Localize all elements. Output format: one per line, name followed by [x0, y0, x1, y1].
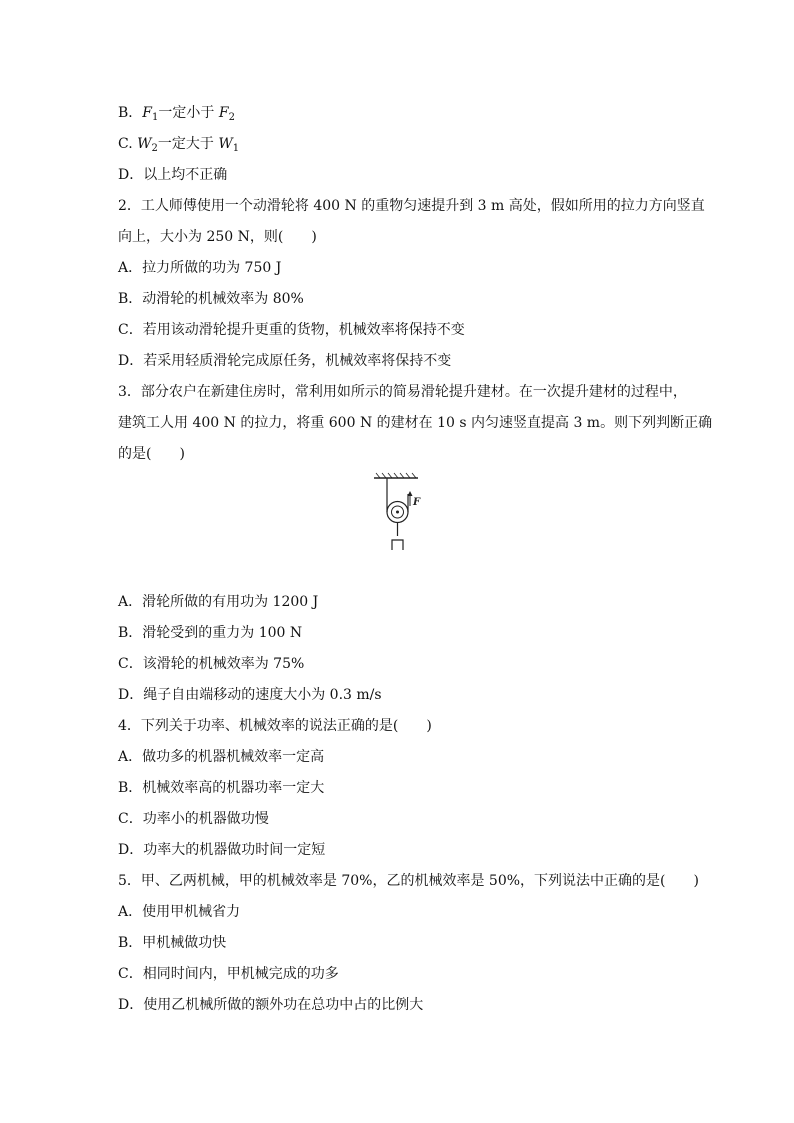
ceiling-beam — [374, 473, 418, 478]
q5-option-d: D．使用乙机械所做的额外功在总功中占的比例大 — [118, 997, 424, 1013]
prev-option-d: D．以上均不正确 — [118, 167, 228, 183]
q3-stem-line1: 3．部分农户在新建住房时，常利用如所示的简易滑轮提升建材。在一次提升建材的过程中， — [118, 384, 687, 400]
var-w: W — [218, 136, 233, 152]
q5-stem: 5．甲、乙两机械，甲的机械效率是 70%，乙的机械效率是 50%，下列说法中正确的是( ) — [118, 873, 699, 889]
q4-option-a: A．做功多的机器机械效率一定高 — [118, 749, 325, 765]
q3-option-a: A．滑轮所做的有用功为 1200 J — [118, 594, 319, 610]
option-prefix: B． — [118, 105, 143, 121]
q4-option-c: C．功率小的机器做功慢 — [118, 811, 269, 827]
q3-option-d: D．绳子自由端移动的速度大小为 0.3 m/s — [118, 687, 382, 703]
q5-option-a: A．使用甲机械省力 — [118, 904, 241, 920]
q3-option-c: C．该滑轮的机械效率为 75% — [118, 656, 305, 672]
load-block — [392, 540, 403, 550]
movable-pulley-figure — [370, 472, 430, 552]
option-prefix: C. — [118, 136, 138, 152]
var-f: F — [142, 105, 153, 121]
var-w: W — [137, 136, 152, 152]
q2-stem-line1: 2．工人师傅使用一个动滑轮将 400 N 的重物匀速提升到 3 m 高处，假如所用的拉力方向竖直 — [118, 198, 705, 214]
q3-stem-line2: 建筑工人用 400 N 的拉力，将重 600 N 的建材在 10 s 内匀速竖直提高 3 m。则下列判断正确 — [118, 415, 713, 431]
option-text: 一定小于 — [158, 105, 219, 121]
option-text: 一定大于 — [157, 136, 219, 152]
prev-option-c — [118, 135, 239, 153]
q2-option-b: B．动滑轮的机械效率为 80% — [118, 291, 304, 307]
q5-option-b: B．甲机械做功快 — [118, 935, 227, 951]
q2-option-a: A．拉力所做的功为 750 J — [118, 260, 282, 276]
q2-option-d: D．若采用轻质滑轮完成原任务，机械效率将保持不变 — [118, 353, 452, 369]
q2-stem-line2: 向上，大小为 250 N，则( ) — [118, 229, 317, 245]
subscript: 1 — [152, 112, 159, 123]
var-f: F — [218, 105, 229, 121]
q3-option-b: B．滑轮受到的重力为 100 N — [118, 625, 303, 641]
q2-option-c: C．若用该动滑轮提升更重的货物，机械效率将保持不变 — [118, 322, 465, 338]
q4-option-d: D．功率大的机器做功时间一定短 — [118, 842, 326, 858]
subscript: 1 — [232, 143, 240, 154]
q3-stem-line3: 的是( ) — [118, 446, 185, 462]
subscript: 2 — [151, 143, 158, 154]
q4-option-b: B．机械效率高的机器功率一定大 — [118, 780, 325, 796]
subscript: 2 — [228, 112, 235, 123]
q4-stem: 4．下列关于功率、机械效率的说法正确的是( ) — [118, 718, 432, 734]
q5-option-c: C．相同时间内，甲机械完成的功多 — [118, 966, 339, 982]
force-label-f: F — [413, 497, 421, 508]
pulley-axle — [396, 511, 399, 514]
prev-option-b — [118, 104, 235, 122]
